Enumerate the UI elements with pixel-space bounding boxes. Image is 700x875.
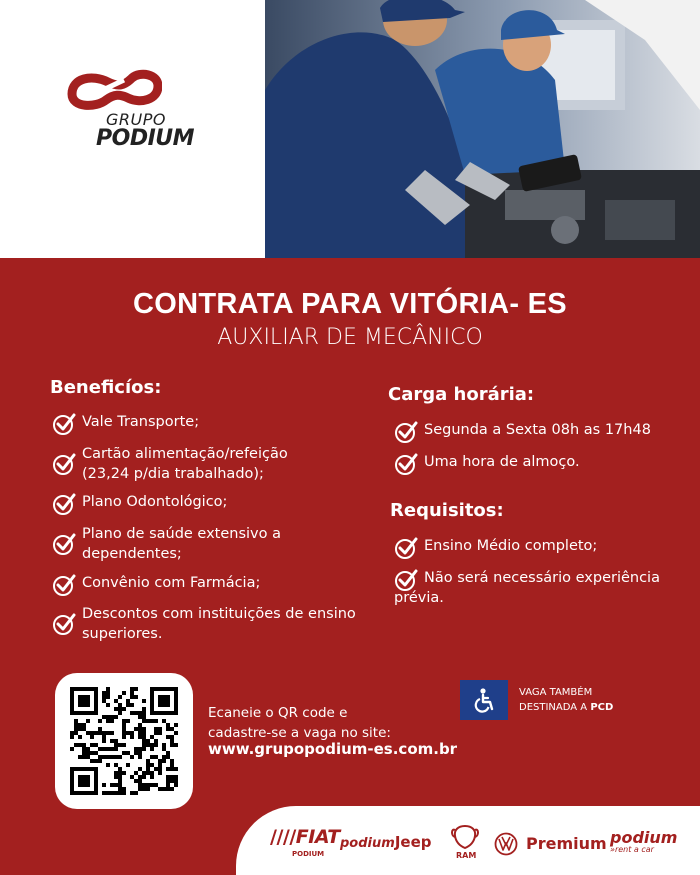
premium-text: Premium xyxy=(526,834,607,853)
logo-podium-text: PODIUM xyxy=(96,126,195,151)
qr-code-icon[interactable] xyxy=(70,686,178,796)
headline: CONTRATA PARA VITÓRIA- ES xyxy=(133,288,567,320)
fiat-logo: ////FIAT PODIUM xyxy=(270,826,340,858)
pcd-text xyxy=(519,685,613,715)
grupo-podium-logo xyxy=(58,68,208,158)
requisito-text: Não será necessário experiência prévia. xyxy=(394,570,660,606)
beneficio-text: Cartão alimentação/refeição (23,24 p/dia trabalhado); xyxy=(82,446,288,482)
check-circle-icon xyxy=(394,452,418,476)
beneficios-title: Beneficíos: xyxy=(50,377,162,398)
wheelchair-icon xyxy=(471,687,497,713)
list-item xyxy=(394,452,580,476)
check-circle-icon xyxy=(52,492,76,516)
list-item xyxy=(52,524,281,564)
list-item xyxy=(52,492,227,516)
podium-logo-mark-icon xyxy=(62,68,162,112)
list-item xyxy=(394,536,597,560)
check-circle-icon xyxy=(394,420,418,444)
pcd-line2: DESTINADA A xyxy=(519,702,591,713)
beneficio-text: Plano Odontológico; xyxy=(82,494,228,510)
ram-logo xyxy=(450,822,480,866)
website-link[interactable]: www.grupopodium-es.com.br xyxy=(208,740,458,758)
pcd-line1: VAGA TAMBÉM xyxy=(519,687,593,698)
logo-grupo-text: GRUPO xyxy=(106,110,166,129)
requisito-text: Ensino Médio completo; xyxy=(424,538,598,554)
beneficio-text: Vale Transporte; xyxy=(82,414,200,430)
qr-instructions-line2: cadastre-se a vaga no site: xyxy=(208,725,391,741)
fiat-brand-text: FIAT xyxy=(295,826,340,848)
list-item xyxy=(52,444,288,484)
pcd-bold: PCD xyxy=(590,702,614,713)
subheadline: AUXILIAR DE MECÂNICO xyxy=(217,325,483,350)
ram-head-icon xyxy=(450,822,480,850)
list-item xyxy=(52,573,260,597)
check-circle-icon xyxy=(52,452,76,476)
requisitos-title: Requisitos: xyxy=(390,500,504,521)
list-item xyxy=(52,604,356,644)
podium-jeep-logo xyxy=(340,832,431,851)
podium-rent-a-car-logo xyxy=(610,828,677,854)
jeep-text: Jeep xyxy=(394,833,432,851)
brands-footer xyxy=(236,806,700,875)
qr-instructions-line1: Ecaneie o QR code e xyxy=(208,705,348,721)
beneficio-text: Descontos com instituições de ensino superiores. xyxy=(82,606,356,642)
qr-code-card xyxy=(55,673,193,809)
pcd-badge xyxy=(460,680,613,720)
accessibility-icon-box xyxy=(460,680,508,720)
beneficio-text: Convênio com Farmácia; xyxy=(82,575,261,591)
qr-instructions xyxy=(208,703,391,743)
check-circle-icon xyxy=(52,532,76,556)
beneficio-text: Plano de saúde extensivo a dependentes; xyxy=(82,526,281,562)
check-circle-icon xyxy=(394,536,418,560)
carga-horaria-title: Carga horária: xyxy=(388,384,535,405)
ram-text: RAM xyxy=(456,851,477,860)
header-area xyxy=(0,0,700,258)
volkswagen-icon xyxy=(494,832,518,856)
list-item xyxy=(52,412,199,436)
podium-jeep-prefix: podium xyxy=(340,836,395,851)
check-circle-icon xyxy=(52,612,76,636)
rent-main-text: podium xyxy=(610,828,678,847)
check-circle-icon xyxy=(52,573,76,597)
mechanics-photo xyxy=(265,0,700,258)
list-item xyxy=(394,420,651,444)
rent-sub-text: »rent a car xyxy=(610,845,654,854)
fiat-sub-text: PODIUM xyxy=(292,850,325,858)
list-item xyxy=(394,568,660,608)
carga-text: Uma hora de almoço. xyxy=(424,454,580,470)
carga-text: Segunda a Sexta 08h as 17h48 xyxy=(424,422,651,438)
check-circle-icon xyxy=(52,412,76,436)
